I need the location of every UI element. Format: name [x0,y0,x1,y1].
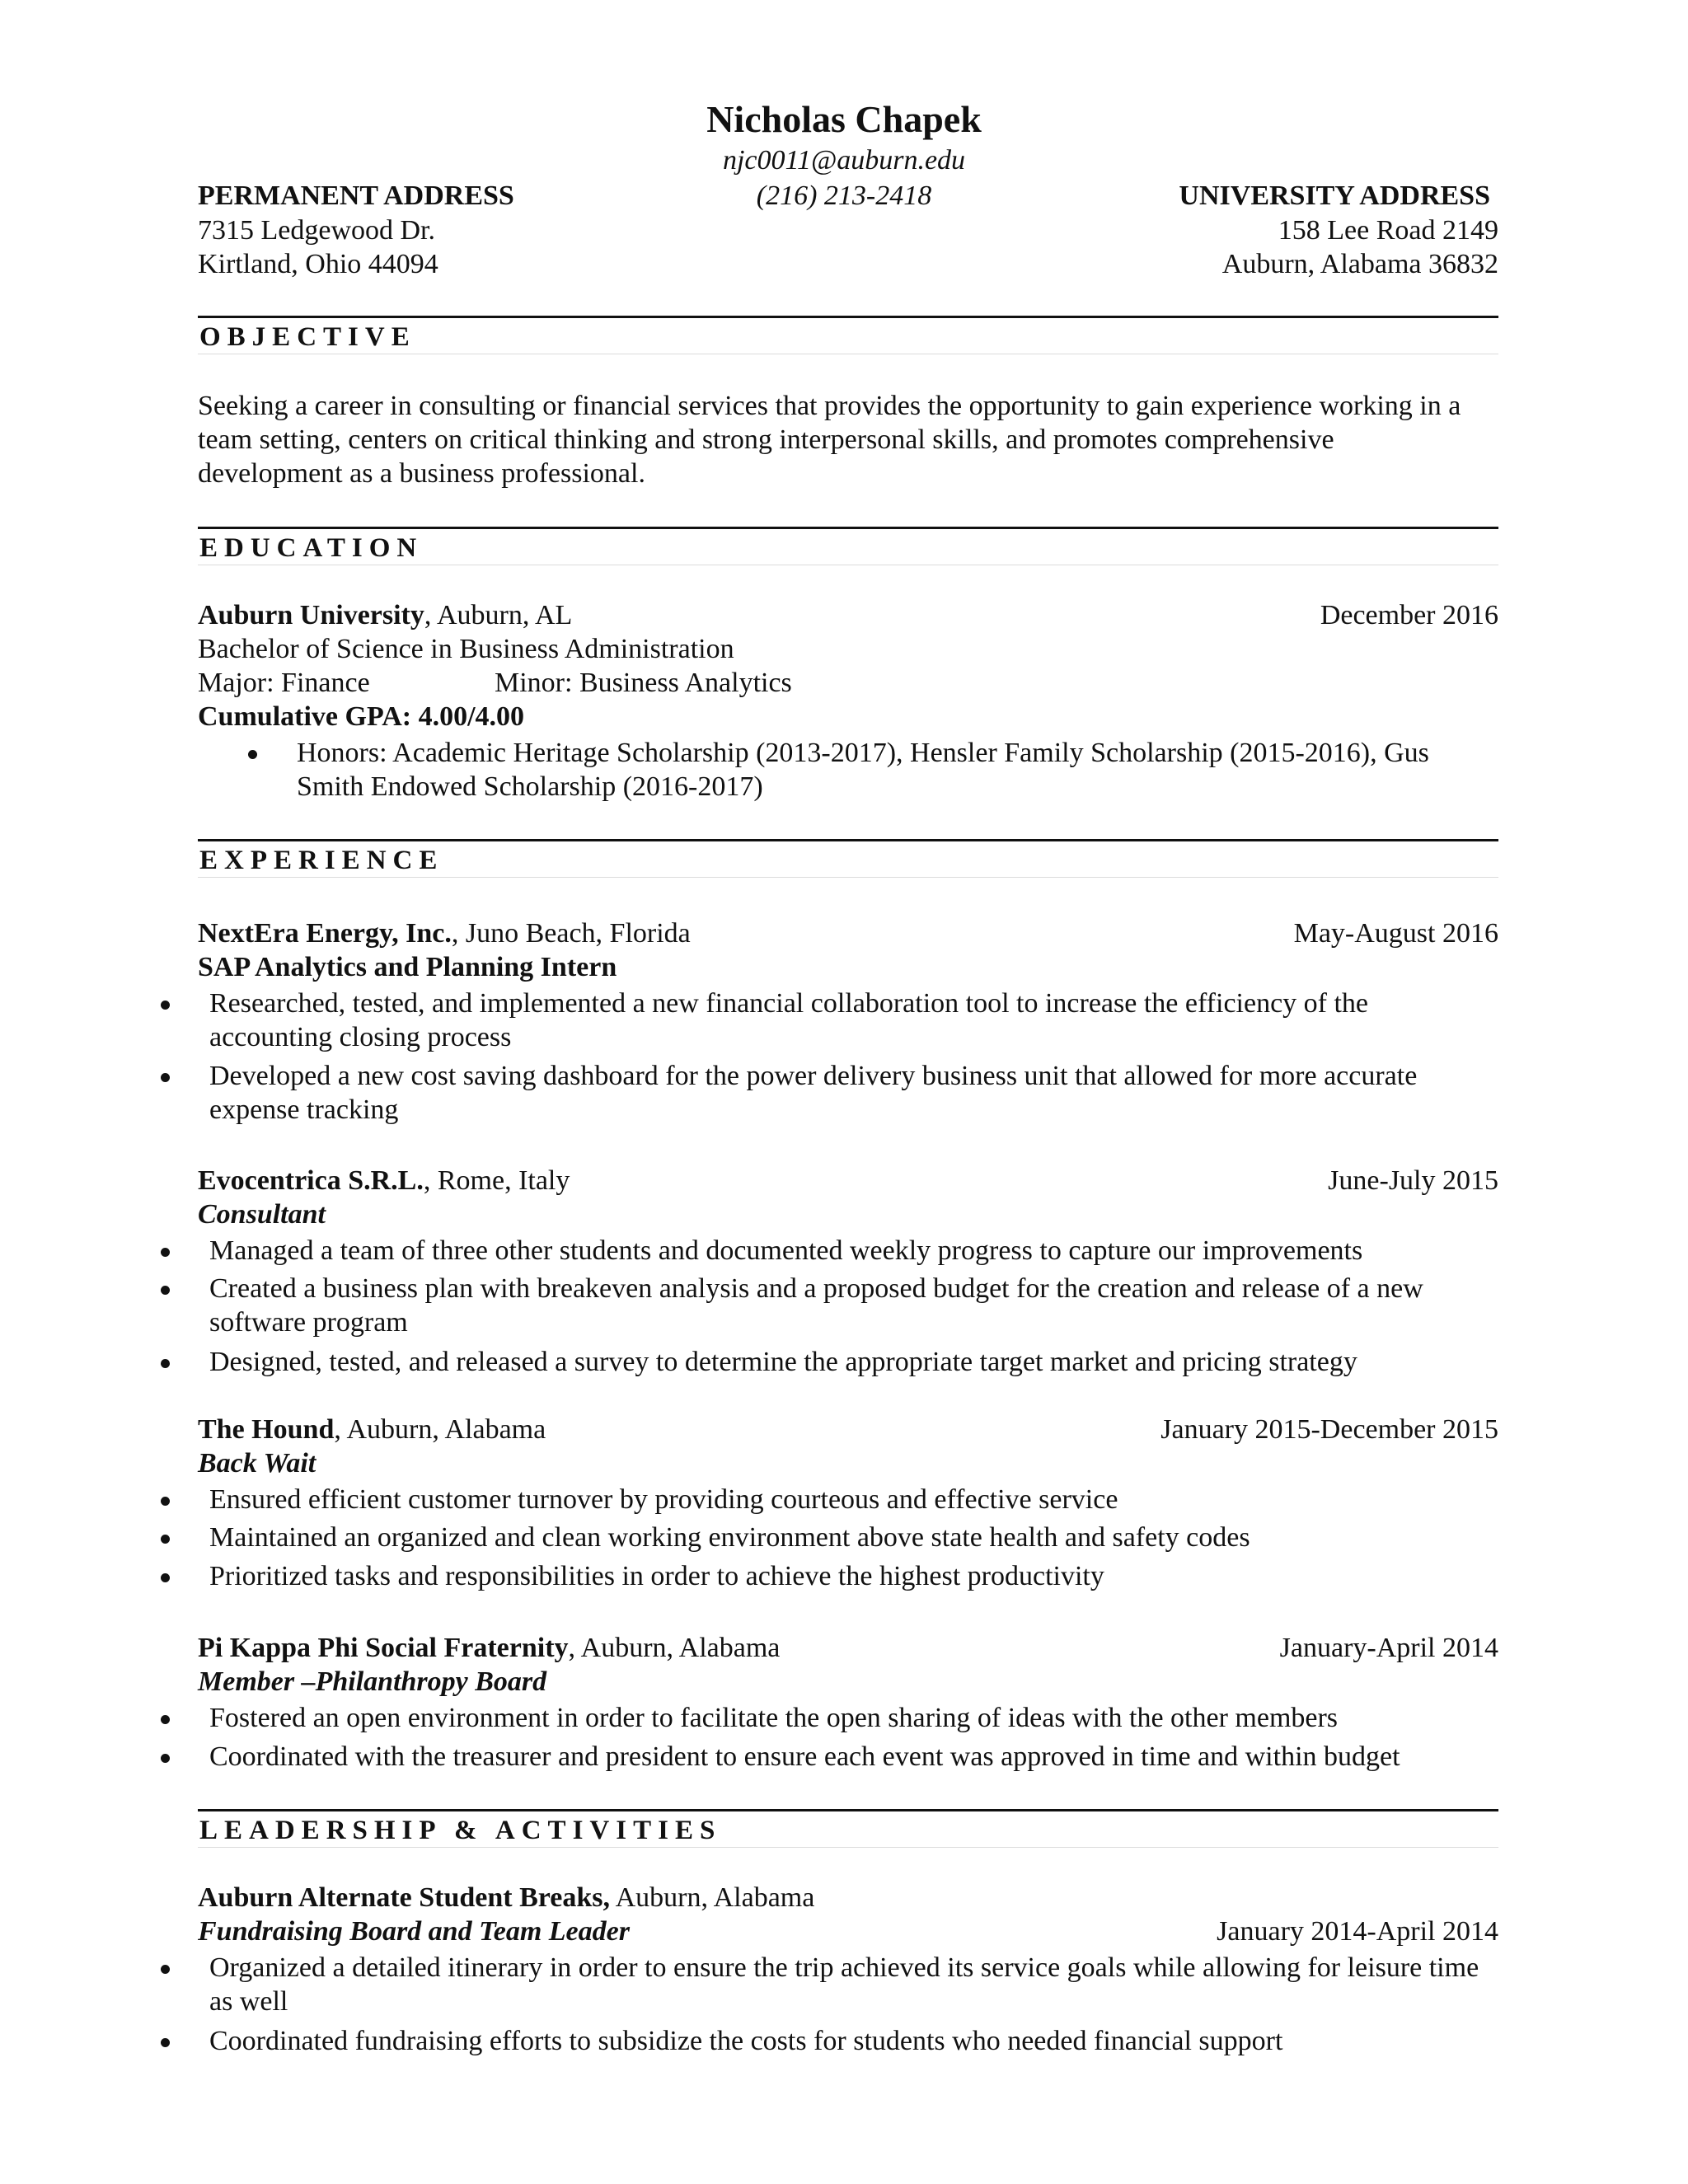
bullet-icon [161,1754,170,1763]
leadership-title: LEADERSHIP & ACTIVITIES [199,1816,722,1845]
job-date: June-July 2015 [1328,1165,1498,1196]
bullet-icon [161,1001,170,1010]
job-bullet: Managed a team of three other students and documented weekly progress to capture our improvements [209,1235,1363,1266]
job-org-line [198,1164,570,1197]
section-rule [198,527,1498,529]
job-bullet: Coordinated with the treasurer and president to ensure each event was approved in time and within budget [209,1741,1400,1772]
bullet-icon [161,1248,170,1257]
bullet-icon [161,1497,170,1506]
job-bullet: Developed a new cost saving dashboard for the power delivery business unit that allowed for more accurate expense tracking [209,1061,1418,1125]
activity-bullet: Coordinated fundraising efforts to subsidize the costs for students who needed financial support [209,2026,1283,2056]
permanent-address-line1: 7315 Ledgewood Dr. [198,215,436,246]
phone-number: (216) 213-2418 [756,180,932,211]
job-bullet: Created a business plan with breakeven analysis and a proposed budget for the creation and release of a new software program [209,1273,1423,1338]
education-date: December 2016 [1320,600,1498,630]
activity-bullet: Organized a detailed itinerary in order to ensure the trip achieved its service goals while allowing for leisure time as well [209,1952,1479,2017]
job-role: SAP Analytics and Planning Intern [198,952,617,982]
bullet-icon [161,1073,170,1082]
activity-role: Fundraising Board and Team Leader [198,1916,630,1947]
job-date: January 2015-December 2015 [1160,1414,1498,1445]
job-org: Evocentrica S.R.L. [198,1165,424,1196]
job-org-line [198,916,691,950]
school-location: , Auburn, AL [424,600,573,630]
job-location: , Rome, Italy [423,1165,570,1196]
job-bullet: Ensured efficient customer turnover by providing courteous and effective service [209,1484,1118,1515]
job-org: Pi Kappa Phi Social Fraternity [198,1633,569,1663]
activity-date: January 2014-April 2014 [1217,1916,1498,1947]
university-address-label: UNIVERSITY ADDRESS [1179,180,1490,211]
section-divider [198,877,1498,878]
job-org: NextEra Energy, Inc. [198,918,452,949]
bullet-icon [161,1573,170,1582]
job-bullet: Fostered an open environment in order to facilitate the open sharing of ideas with the other members [209,1703,1339,1733]
bullet-icon [161,2038,170,2047]
job-role: Consultant [198,1199,326,1230]
bullet-icon [161,1286,170,1295]
job-role: Back Wait [198,1448,316,1479]
section-rule [198,316,1498,318]
minor: Minor: Business Analytics [495,668,792,698]
section-rule [198,1809,1498,1811]
bullet-icon [161,1535,170,1544]
bullet-icon [248,750,257,759]
job-bullet: Researched, tested, and implemented a new financial collaboration tool to increase the efficiency of the accounting closing process [209,988,1369,1052]
bullet-icon [161,1715,170,1724]
job-date: May-August 2016 [1293,918,1498,949]
experience-title: EXPERIENCE [199,846,444,875]
bullet-icon [161,1359,170,1368]
activity-org-line [198,1881,814,1915]
university-address-line1: 158 Lee Road 2149 [1278,215,1498,246]
permanent-address-label: PERMANENT ADDRESS [198,180,514,211]
school-name: Auburn University [198,600,424,630]
objective-title: OBJECTIVE [199,322,416,352]
activity-location: Auburn, Alabama [610,1882,815,1913]
honors: Honors: Academic Heritage Scholarship (2013-2017), Hensler Family Scholarship (2015-2016), Gus Smith Endowed Scholarship (2016-2017) [297,738,1429,802]
job-org: The Hound [198,1414,335,1445]
bullet-icon [161,1965,170,1974]
activity-org: Auburn Alternate Student Breaks, [198,1882,610,1913]
job-org-line [198,1413,546,1446]
job-location: , Juno Beach, Florida [451,918,691,949]
job-bullet: Maintained an organized and clean working environment above state health and safety codes [209,1522,1250,1553]
candidate-name: Nicholas Chapek [706,98,982,140]
email-address[interactable]: njc0011@auburn.edu [722,145,966,176]
job-location: , Auburn, Alabama [568,1633,781,1663]
job-bullet: Designed, tested, and released a survey to determine the appropriate target market and pricing strategy [209,1347,1357,1377]
job-org-line [198,1631,780,1665]
job-role: Member –Philanthropy Board [198,1666,547,1697]
job-date: January-April 2014 [1279,1633,1498,1663]
job-bullet: Prioritized tasks and responsibilities in order to achieve the highest productivity [209,1561,1104,1591]
objective-text: Seeking a career in consulting or financial services that provides the opportunity to gain experience working in a team setting, centers on critical thinking and strong interpersonal skills, and promotes comprehensive development as a business professional. [198,391,1461,489]
section-divider [198,1847,1498,1848]
university-address-line2: Auburn, Alabama 36832 [1221,249,1498,279]
permanent-address-line2: Kirtland, Ohio 44094 [198,249,438,279]
education-title: EDUCATION [199,533,424,563]
major: Major: Finance [198,668,370,698]
job-location: , Auburn, Alabama [334,1414,546,1445]
education-school-line [198,598,572,632]
section-rule [198,839,1498,841]
gpa: Cumulative GPA: 4.00/4.00 [198,701,525,732]
degree: Bachelor of Science in Business Administration [198,634,734,664]
